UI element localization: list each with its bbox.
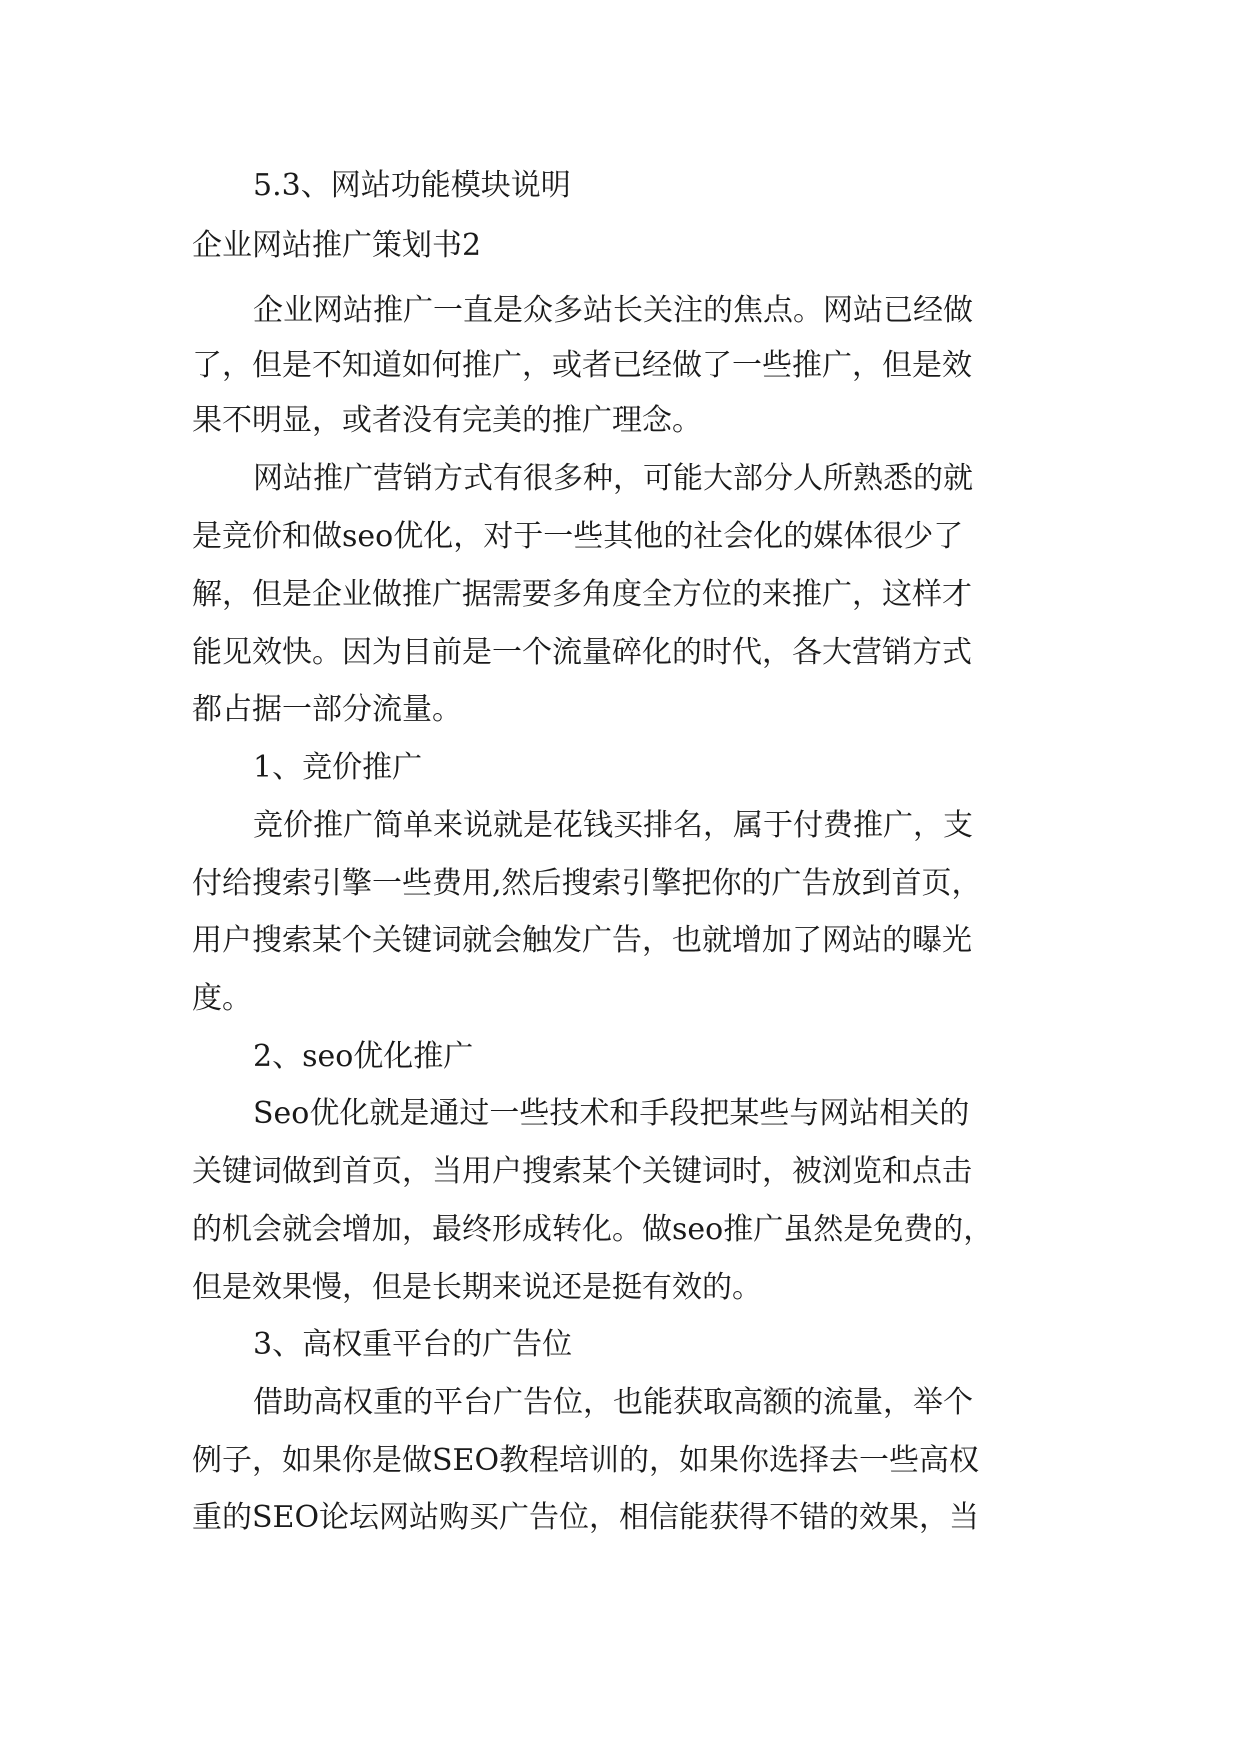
paragraph-line: 的机会就会增加，最终形成转化。做seo推广虽然是免费的， bbox=[192, 1212, 994, 1247]
paragraph-line: 关键词做到首页，当用户搜索某个关键词时，被浏览和点击 bbox=[192, 1154, 972, 1189]
paragraph-line: 竞价推广简单来说就是花钱买排名，属于付费推广，支 bbox=[253, 808, 973, 843]
subheading: 1、竞价推广 bbox=[253, 750, 423, 785]
paragraph-line: 都占据一部分流量。 bbox=[192, 692, 462, 727]
paragraph-line: 能见效快。因为目前是一个流量碎化的时代，各大营销方式 bbox=[192, 635, 972, 670]
paragraph-line: 是竞价和做seo优化，对于一些其他的社会化的媒体很少了 bbox=[192, 519, 964, 554]
paragraph-line: 重的SEO论坛网站购买广告位，相信能获得不错的效果，当 bbox=[192, 1500, 980, 1535]
paragraph-line: 企业网站推广一直是众多站长关注的焦点。网站已经做 bbox=[253, 293, 973, 328]
paragraph-line: 付给搜索引擎一些费用,然后搜索引擎把你的广告放到首页， bbox=[192, 866, 982, 901]
paragraph-line: 借助高权重的平台广告位，也能获取高额的流量，举个 bbox=[253, 1385, 973, 1420]
paragraph-line: 用户搜索某个关键词就会触发广告，也就增加了网站的曝光 bbox=[192, 923, 972, 958]
paragraph-line: 解，但是企业做推广据需要多角度全方位的来推广，这样才 bbox=[192, 577, 972, 612]
paragraph-line: Seo优化就是通过一些技术和手段把某些与网站相关的 bbox=[253, 1096, 970, 1131]
document-title: 企业网站推广策划书2 bbox=[192, 228, 482, 263]
paragraph-line: 网站推广营销方式有很多种，可能大部分人所熟悉的就 bbox=[253, 461, 973, 496]
paragraph-line: 但是效果慢，但是长期来说还是挺有效的。 bbox=[192, 1270, 762, 1305]
section-heading: 5.3、网站功能模块说明 bbox=[253, 168, 571, 203]
paragraph-line: 例子，如果你是做SEO教程培训的，如果你选择去一些高权 bbox=[192, 1443, 980, 1478]
subheading: 3、高权重平台的广告位 bbox=[253, 1327, 573, 1362]
paragraph-line: 果不明显，或者没有完美的推广理念。 bbox=[192, 403, 702, 438]
paragraph-line: 了，但是不知道如何推广，或者已经做了一些推广，但是效 bbox=[192, 348, 972, 383]
paragraph-line: 度。 bbox=[192, 981, 252, 1016]
subheading: 2、seo优化推广 bbox=[253, 1039, 474, 1074]
